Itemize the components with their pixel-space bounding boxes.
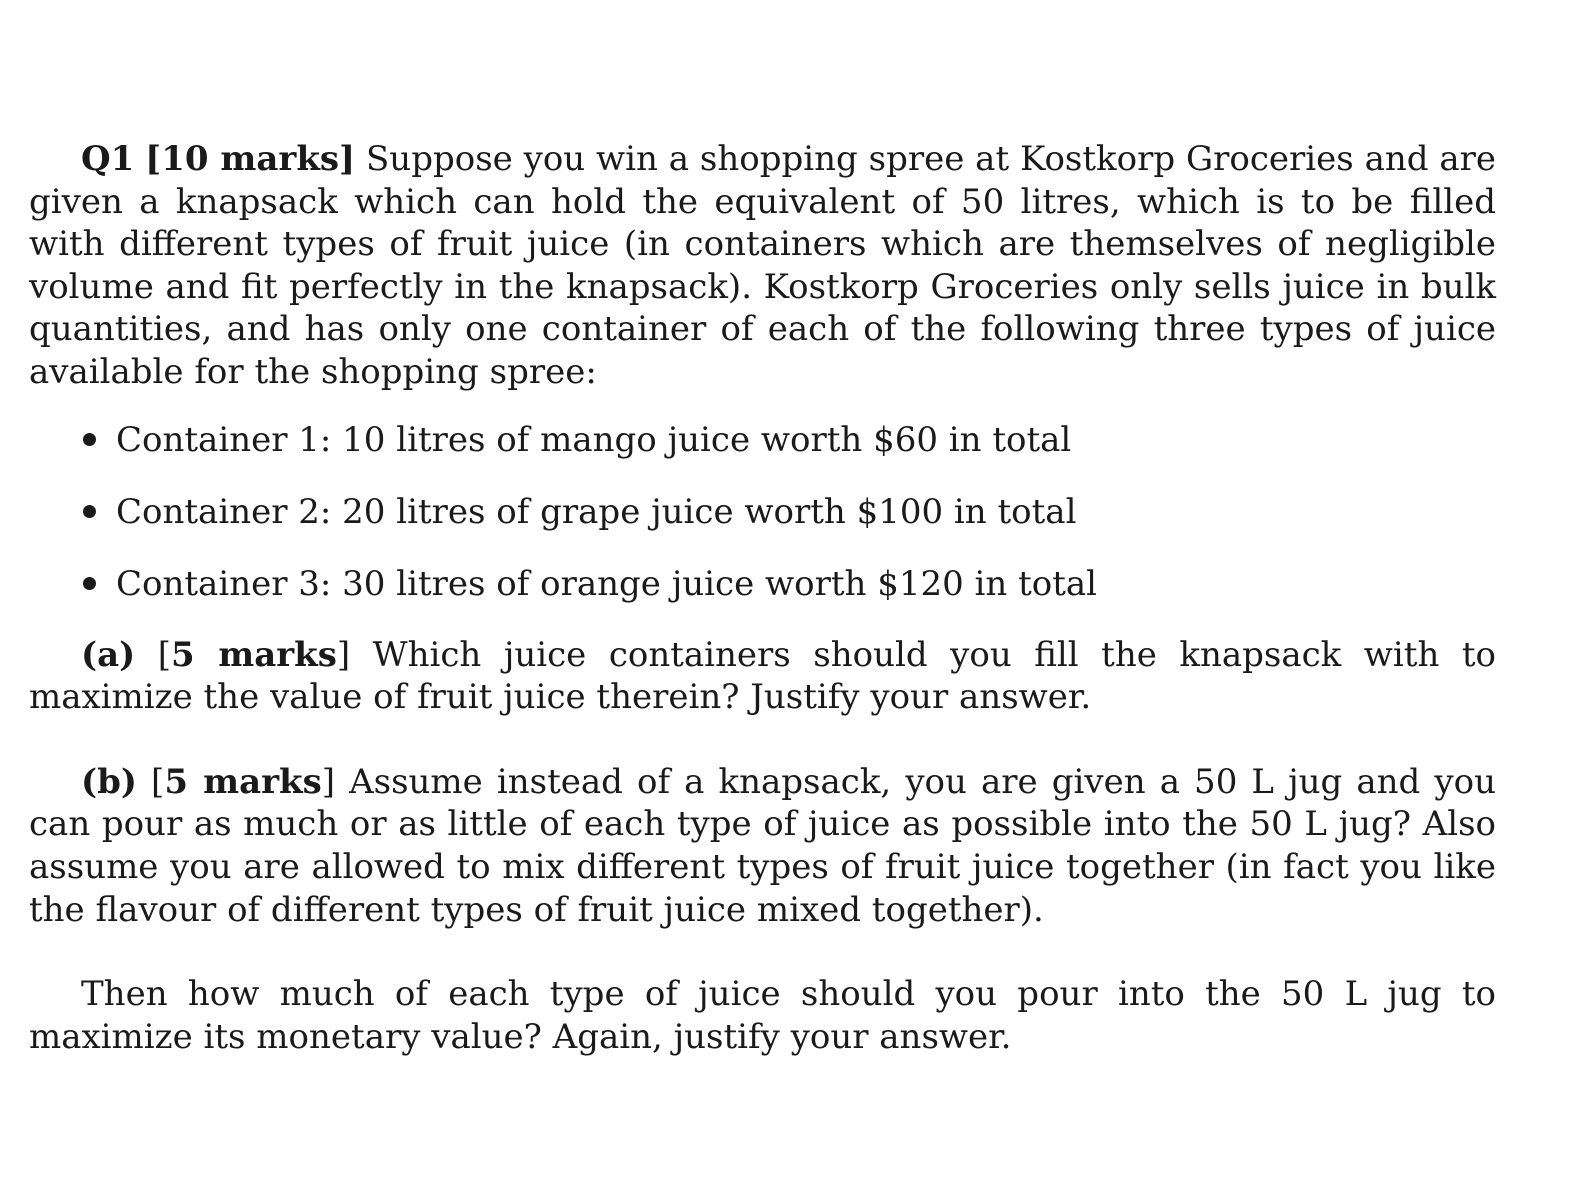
container-list — [29, 419, 1496, 611]
part-a-label: (a) — [81, 634, 136, 675]
list-item — [29, 419, 1496, 491]
part-b-paragraph — [29, 761, 1496, 931]
part-b-label: (b) — [81, 761, 137, 802]
container-1-text: Container 1: 10 litres of mango juice worth $60 in total — [116, 419, 1072, 460]
part-a-paragraph — [29, 634, 1496, 719]
part-a-marks: 5 marks — [171, 634, 337, 675]
container-2-text: Container 2: 20 litres of grape juice worth $100 in total — [116, 491, 1077, 532]
part-b-marks-close: ] — [321, 761, 335, 802]
part-a-marks-open: [ — [157, 634, 172, 675]
part-a-text: Which juice containers should you fill the knapsack with to maximize the value of fruit juice therein? Justify your answer. — [29, 634, 1496, 718]
bullet-icon — [83, 505, 96, 518]
question-intro-paragraph — [29, 138, 1496, 394]
question-intro-text: Suppose you win a shopping spree at Kostkorp Groceries and are given a knapsack which can hold the equivalent of 50 litres, which is to be filled with different types of fruit juice (in containers which are themselves of negligible volume and fit perfectly in the knapsack). Kostkorp Groceries only sells juice in bulk quantities, and has only one container of each of the following three types of juice available for the shopping spree: — [29, 139, 1496, 392]
document-body — [29, 138, 1496, 1058]
paragraph-gap — [29, 719, 1496, 761]
part-b-followup-paragraph — [29, 973, 1496, 1058]
list-item — [29, 563, 1496, 611]
bullet-icon — [83, 433, 96, 446]
part-a-marks-close: ] — [336, 634, 351, 675]
list-item — [29, 491, 1496, 563]
question-marks: [10 marks] — [145, 139, 356, 179]
part-b-followup-text: Then how much of each type of juice should you pour into the 50 L jug to maximize its monetary value? Again, justify your answer. — [29, 974, 1496, 1057]
paragraph-gap — [29, 931, 1496, 973]
container-3-text: Container 3: 30 litres of orange juice worth $120 in total — [116, 563, 1098, 604]
bullet-icon — [83, 577, 96, 590]
part-b-marks: 5 marks — [164, 761, 322, 802]
question-label: Q1 — [81, 139, 135, 179]
part-b-marks-open: [ — [151, 761, 165, 802]
part-b-text: Assume instead of a knapsack, you are given a 50 L jug and you can pour as much or as little of each type of juice as possible into the 50 L jug? Also assume you are allowed to mix different types of fruit juice together (in fact you like the flavour of different types of fruit juice mixed together). — [29, 761, 1496, 930]
